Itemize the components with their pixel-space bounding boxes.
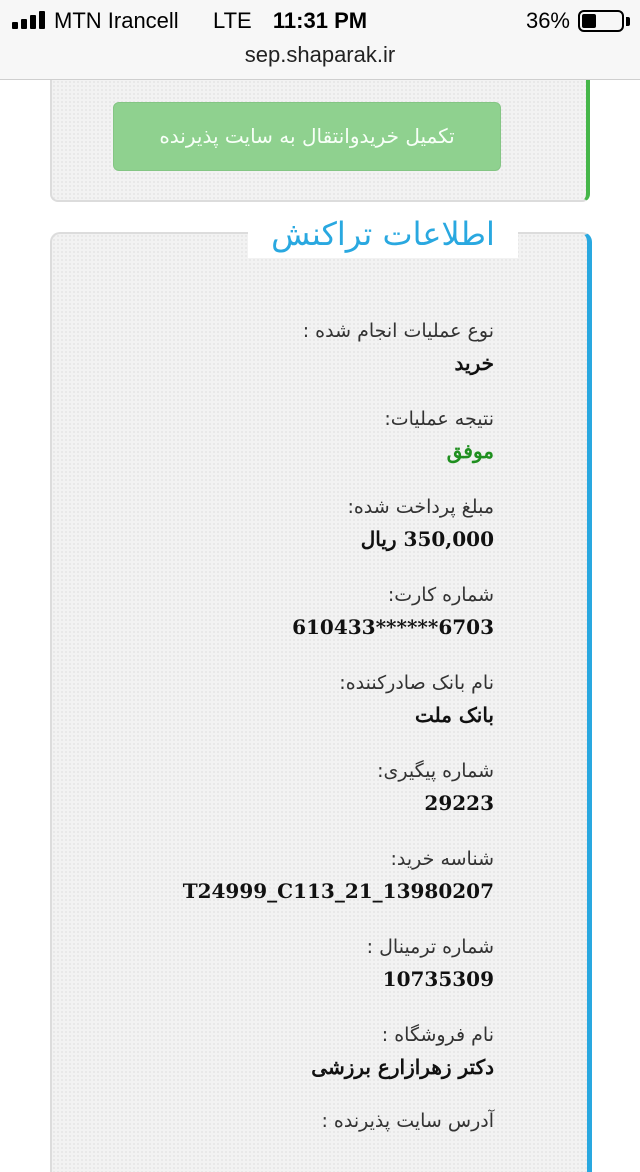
- field-merchant-site-address: [54, 1106, 494, 1136]
- field-amount-paid: [54, 492, 494, 556]
- field-operation-result: [54, 404, 494, 468]
- result-status-value: موفق: [446, 439, 494, 463]
- field-label: مبلغ پرداخت شده:: [347, 496, 494, 518]
- field-value: [54, 874, 494, 908]
- return-panel: [50, 80, 590, 202]
- field-label: شماره پیگیری:: [377, 760, 494, 782]
- field-value: [54, 962, 494, 996]
- amount-currency: ریال: [360, 527, 397, 551]
- field-label: نوع عملیات انجام شده :: [302, 320, 494, 342]
- field-label: نام بانک صادرکننده:: [339, 672, 494, 694]
- field-value: [54, 786, 494, 820]
- field-operation-type: [54, 316, 494, 380]
- purchase-id-value: T24999_C113_21_13980207: [182, 879, 494, 903]
- tracking-number-value: 29223: [424, 791, 494, 815]
- field-terminal-number: [54, 932, 494, 996]
- field-label: آدرس سایت پذیرنده :: [321, 1110, 494, 1132]
- field-issuing-bank: [54, 668, 494, 732]
- battery-tip: [626, 17, 630, 26]
- clock: 11:31 PM: [272, 8, 368, 33]
- field-value: [54, 610, 494, 644]
- terminal-number-value: 10735309: [382, 967, 494, 991]
- transaction-info-title: اطلاعات تراکنش: [248, 210, 518, 258]
- battery-percent: 36%: [525, 8, 570, 33]
- field-purchase-id: [54, 844, 494, 908]
- field-store-name: [54, 1020, 494, 1084]
- carrier-name: MTN Irancell: [54, 8, 179, 33]
- network-type: LTE: [213, 8, 252, 33]
- url-text[interactable]: sep.shaparak.ir: [244, 42, 396, 67]
- field-label: نتیجه عملیات:: [384, 408, 494, 430]
- field-label: شناسه خرید:: [390, 848, 494, 870]
- return-to-merchant-button[interactable]: تکمیل خریدوانتقال به سایت پذیرنده: [113, 102, 501, 171]
- battery-level-fill: [582, 14, 596, 28]
- address-bar[interactable]: [0, 40, 640, 80]
- battery-icon: [578, 10, 624, 32]
- field-label: نام فروشگاه :: [381, 1024, 494, 1046]
- amount-value: [54, 522, 494, 556]
- amount-number: 350,000: [403, 527, 494, 551]
- card-number-value: 610433******6703: [292, 615, 494, 639]
- field-value: خرید: [454, 351, 494, 375]
- field-tracking-number: [54, 756, 494, 820]
- field-label: شماره ترمینال :: [366, 936, 494, 958]
- status-bar: [0, 0, 640, 40]
- field-value: دکتر زهرازارع برزشی: [311, 1055, 494, 1079]
- field-label: شماره کارت:: [387, 584, 494, 606]
- field-card-number: [54, 580, 494, 644]
- field-value: بانک ملت: [414, 703, 494, 727]
